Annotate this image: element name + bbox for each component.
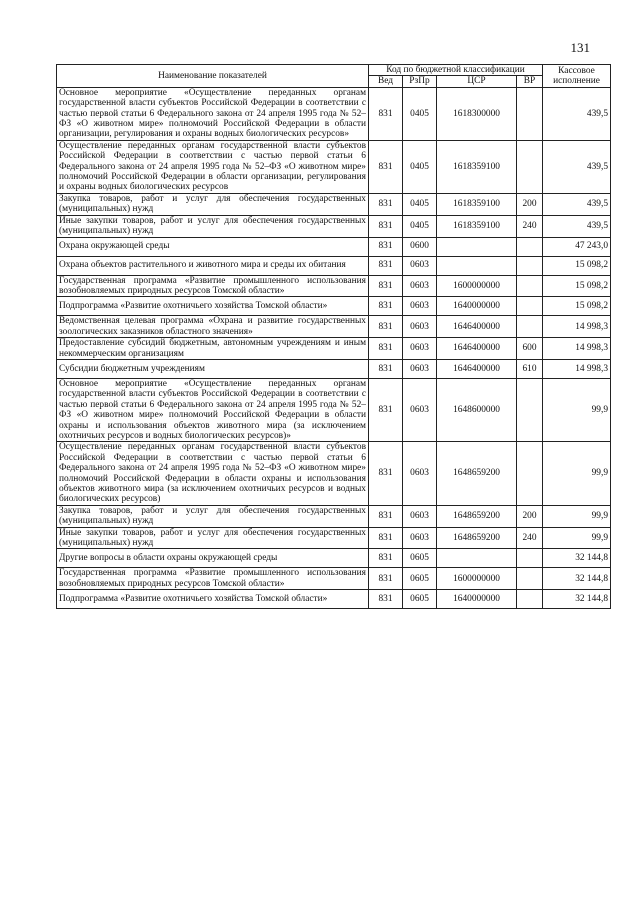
row-rzpr: 0603	[403, 275, 437, 297]
budget-table	[56, 64, 611, 609]
row-csr: 1618359100	[437, 193, 517, 215]
row-rzpr: 0603	[403, 297, 437, 316]
row-amount: 15 098,2	[543, 256, 611, 275]
row-ved: 831	[369, 549, 403, 568]
table-body	[57, 87, 611, 608]
table-row	[57, 237, 611, 256]
row-vr	[517, 378, 543, 441]
row-name: Иные закупки товаров, работ и услуг для обеспечения государственных (муниципальных) нужд	[57, 215, 369, 237]
row-name: Подпрограмма «Развитие охотничьего хозяйства Томской области»	[57, 590, 369, 609]
row-vr	[517, 87, 543, 140]
table-row	[57, 590, 611, 609]
row-csr: 1648600000	[437, 378, 517, 441]
row-name: Иные закупки товаров, работ и услуг для обеспечения государственных (муниципальных) нужд	[57, 527, 369, 549]
row-name: Осуществление переданных органам государственной власти субъектов Российской Федерации в соответствии с частью первой статьи 6 Федерального закона от 24 апреля 1995 года № 52–ФЗ «О животном мире» полномочий Российской Федерации в области организации, регулирования и охраны водных биологических ресурсов	[57, 140, 369, 193]
page-number: 131	[570, 40, 590, 55]
row-amount: 99,9	[543, 378, 611, 441]
table-row	[57, 275, 611, 297]
row-name: Государственная программа «Развитие промышленного использования возобновляемых природных ресурсов Томской области»	[57, 568, 369, 590]
table-row	[57, 87, 611, 140]
row-ved: 831	[369, 442, 403, 505]
row-name: Другие вопросы в области охраны окружающей среды	[57, 549, 369, 568]
row-vr	[517, 568, 543, 590]
row-vr: 200	[517, 505, 543, 527]
table-row	[57, 215, 611, 237]
row-vr	[517, 442, 543, 505]
row-name: Охрана окружающей среды	[57, 237, 369, 256]
row-csr: 1600000000	[437, 275, 517, 297]
row-amount: 99,9	[543, 527, 611, 549]
row-ved: 831	[369, 237, 403, 256]
row-rzpr: 0605	[403, 590, 437, 609]
row-ved: 831	[369, 193, 403, 215]
row-ved: 831	[369, 87, 403, 140]
header-rzpr: РзПр	[403, 76, 437, 87]
table-row	[57, 256, 611, 275]
row-rzpr: 0600	[403, 237, 437, 256]
row-csr: 1640000000	[437, 297, 517, 316]
row-amount: 32 144,8	[543, 568, 611, 590]
row-amount: 99,9	[543, 505, 611, 527]
row-name: Закупка товаров, работ и услуг для обеспечения государственных (муниципальных) нужд	[57, 193, 369, 215]
row-rzpr: 0603	[403, 442, 437, 505]
table-row	[57, 140, 611, 193]
row-csr: 1648659200	[437, 527, 517, 549]
row-name: Субсидии бюджетным учреждениям	[57, 359, 369, 378]
row-amount: 439,5	[543, 87, 611, 140]
row-ved: 831	[369, 505, 403, 527]
row-ved: 831	[369, 297, 403, 316]
row-csr: 1640000000	[437, 590, 517, 609]
table-row	[57, 442, 611, 505]
row-rzpr: 0405	[403, 140, 437, 193]
row-ved: 831	[369, 568, 403, 590]
table-row	[57, 505, 611, 527]
row-csr	[437, 256, 517, 275]
row-name: Предоставление субсидий бюджетным, автономным учреждениям и иным некоммерческим организациям	[57, 338, 369, 360]
row-amount: 439,5	[543, 140, 611, 193]
row-name: Подпрограмма «Развитие охотничьего хозяйства Томской области»	[57, 297, 369, 316]
table-row	[57, 193, 611, 215]
row-ved: 831	[369, 215, 403, 237]
row-name: Ведомственная целевая программа «Охрана и развитие государственных зоологических заказников областного значения»	[57, 316, 369, 338]
row-name: Основное мероприятие «Осуществление переданных органам государственной власти субъектов Российской Федерации в соответствии с частью первой статьи 6 Федерального закона от 24 апреля 1995 года № 52–ФЗ «О животном мире» полномочий Российской Федерации в области организации, регулирования и охраны водных биологических ресурсов»	[57, 87, 369, 140]
header-code-group: Код по бюджетной классификации	[369, 65, 543, 76]
row-ved: 831	[369, 256, 403, 275]
row-amount: 32 144,8	[543, 549, 611, 568]
row-name: Основное мероприятие «Осуществление переданных органам государственной власти субъектов Российской Федерации в соответствии с частью первой статьи 6 Федерального закона от 24 апреля 1995 года № 52–ФЗ «О животном мире» полномочий Российской Федерации в области охраны и использования объектов животного мира (за исключением охотничьих ресурсов и водных биологических ресурсов)»	[57, 378, 369, 441]
row-vr: 610	[517, 359, 543, 378]
row-name: Закупка товаров, работ и услуг для обеспечения государственных (муниципальных) нужд	[57, 505, 369, 527]
row-amount: 15 098,2	[543, 275, 611, 297]
row-name: Государственная программа «Развитие промышленного использования возобновляемых природных ресурсов Томской области»	[57, 275, 369, 297]
row-csr	[437, 549, 517, 568]
row-vr	[517, 256, 543, 275]
table-row	[57, 316, 611, 338]
header-cash: Кассовое исполнение	[543, 65, 611, 88]
table-row	[57, 338, 611, 360]
row-ved: 831	[369, 527, 403, 549]
row-ved: 831	[369, 316, 403, 338]
row-vr	[517, 275, 543, 297]
row-rzpr: 0405	[403, 87, 437, 140]
row-vr	[517, 140, 543, 193]
row-csr: 1646400000	[437, 359, 517, 378]
row-vr: 240	[517, 527, 543, 549]
row-ved: 831	[369, 275, 403, 297]
table-row	[57, 568, 611, 590]
row-ved: 831	[369, 359, 403, 378]
row-rzpr: 0603	[403, 527, 437, 549]
row-amount: 439,5	[543, 215, 611, 237]
row-amount: 14 998,3	[543, 316, 611, 338]
row-csr: 1648659200	[437, 442, 517, 505]
row-vr: 600	[517, 338, 543, 360]
row-amount: 14 998,3	[543, 338, 611, 360]
row-rzpr: 0605	[403, 568, 437, 590]
row-amount: 47 243,0	[543, 237, 611, 256]
row-amount: 14 998,3	[543, 359, 611, 378]
table-row	[57, 359, 611, 378]
row-csr: 1600000000	[437, 568, 517, 590]
row-amount: 15 098,2	[543, 297, 611, 316]
row-csr	[437, 237, 517, 256]
row-vr	[517, 316, 543, 338]
row-rzpr: 0603	[403, 338, 437, 360]
row-rzpr: 0603	[403, 359, 437, 378]
row-amount: 32 144,8	[543, 590, 611, 609]
row-ved: 831	[369, 140, 403, 193]
row-ved: 831	[369, 590, 403, 609]
row-csr: 1618359100	[437, 215, 517, 237]
row-csr: 1646400000	[437, 338, 517, 360]
row-csr: 1618359100	[437, 140, 517, 193]
row-ved: 831	[369, 378, 403, 441]
row-rzpr: 0405	[403, 215, 437, 237]
table-row	[57, 378, 611, 441]
row-rzpr: 0603	[403, 256, 437, 275]
row-csr: 1646400000	[437, 316, 517, 338]
row-name: Осуществление переданных органам государственной власти субъектов Российской Федерации в соответствии с частью первой статьи 6 Федерального закона от 24 апреля 1995 года № 52–ФЗ «О животном мире» полномочий Российской Федерации в области охраны и использования объектов животного мира (за исключением охотничьих ресурсов и водных биологических ресурсов)	[57, 442, 369, 505]
header-name: Наименование показателей	[57, 65, 369, 88]
row-rzpr: 0603	[403, 316, 437, 338]
row-rzpr: 0603	[403, 505, 437, 527]
row-vr: 240	[517, 215, 543, 237]
row-rzpr: 0405	[403, 193, 437, 215]
header-csr: ЦСР	[437, 76, 517, 87]
header-ved: Вед	[369, 76, 403, 87]
table-header	[57, 65, 611, 88]
table-row	[57, 549, 611, 568]
row-vr	[517, 590, 543, 609]
row-rzpr: 0605	[403, 549, 437, 568]
row-ved: 831	[369, 338, 403, 360]
row-csr: 1648659200	[437, 505, 517, 527]
row-vr	[517, 237, 543, 256]
table-row	[57, 527, 611, 549]
row-amount: 99,9	[543, 442, 611, 505]
row-vr: 200	[517, 193, 543, 215]
row-csr: 1618300000	[437, 87, 517, 140]
table-row	[57, 297, 611, 316]
header-vr: ВР	[517, 76, 543, 87]
row-rzpr: 0603	[403, 378, 437, 441]
row-vr	[517, 297, 543, 316]
row-name: Охрана объектов растительного и животного мира и среды их обитания	[57, 256, 369, 275]
row-vr	[517, 549, 543, 568]
row-amount: 439,5	[543, 193, 611, 215]
